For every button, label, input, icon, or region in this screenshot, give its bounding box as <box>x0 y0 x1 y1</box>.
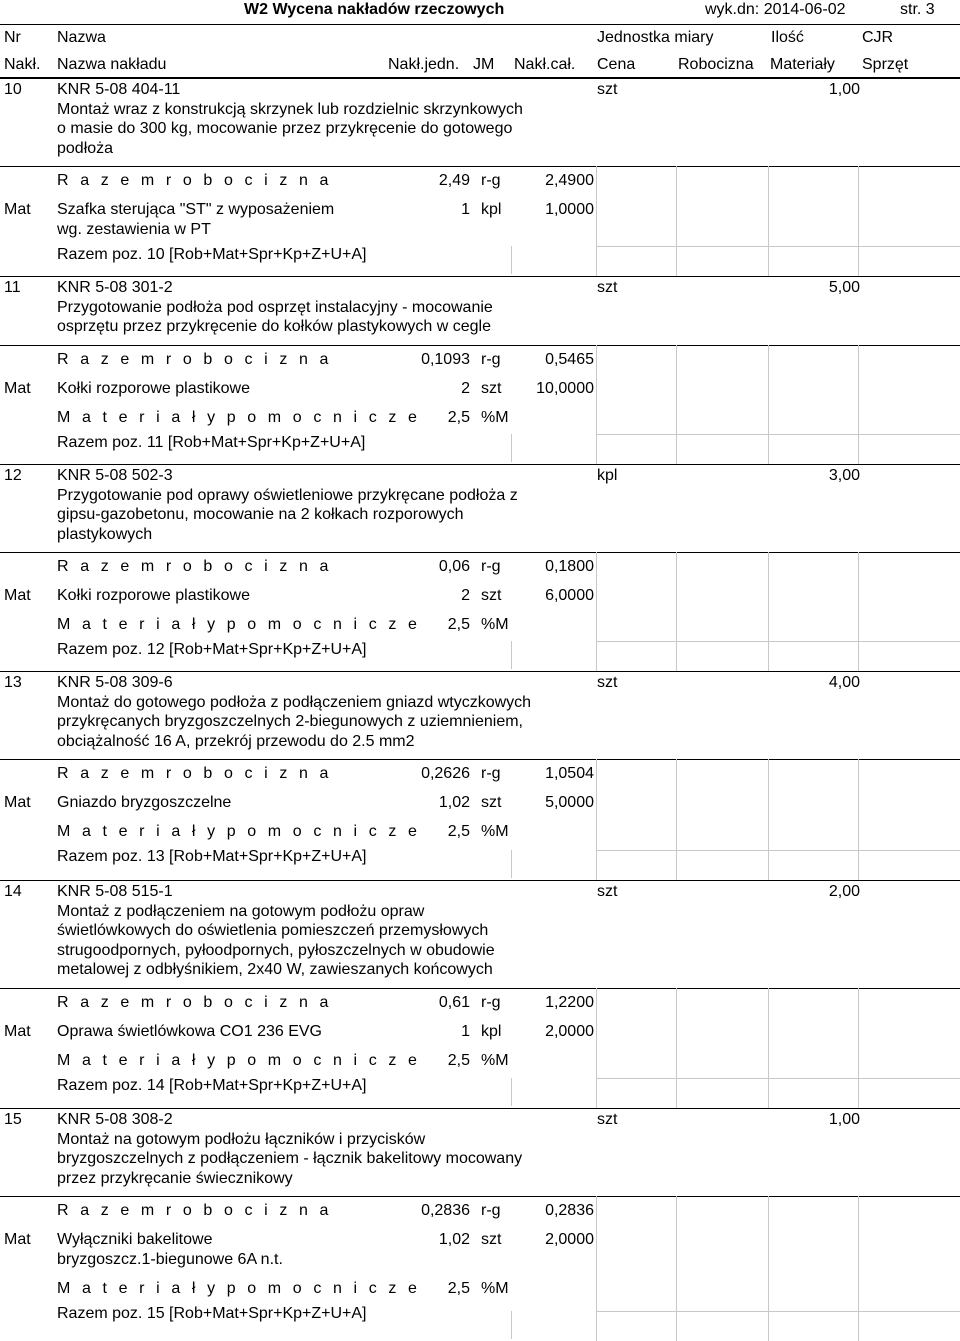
position-number: 13 <box>4 674 22 691</box>
grid-line <box>676 552 677 671</box>
col-header-nakl: Nakł. <box>4 56 41 73</box>
grid-line <box>768 166 769 276</box>
page-number: str. 3 <box>900 1 935 18</box>
labour-unit-norm: 0,06 <box>438 558 470 575</box>
col-header-nakl-jedn: Nakł.jedn. <box>388 56 460 73</box>
position-separator <box>0 276 960 277</box>
auxiliary-materials-rate: 2,5 <box>447 616 470 633</box>
material-total-norm: 2,0000 <box>545 1022 594 1040</box>
material-prefix: Mat <box>4 794 31 811</box>
grid-line <box>511 1311 512 1339</box>
position-unit: kpl <box>597 467 618 484</box>
material-name-line: Oprawa świetlówkowa CO1 236 EVG <box>57 1022 322 1040</box>
position-code: KNR 5-08 502-3 <box>57 467 173 484</box>
auxiliary-materials-label: M a t e r i a ł y p o m o c n i c z e <box>57 616 421 633</box>
labour-total-label: R a z e m r o b o c i z n a <box>57 765 333 782</box>
col-header-ilosc: Ilość <box>771 29 804 46</box>
position-total-label: Razem poz. 12 [Rob+Mat+Spr+Kp+Z+U+A] <box>57 641 367 658</box>
labour-row-rule <box>0 166 960 167</box>
grid-line <box>768 552 769 671</box>
auxiliary-materials-unit: %M <box>481 823 509 840</box>
material-unit: szt <box>481 587 502 604</box>
material-prefix: Mat <box>4 1231 31 1248</box>
grid-line <box>768 988 769 1109</box>
position-quantity: 3,00 <box>828 467 860 484</box>
material-name-line: bryzgoszcz.1-biegunowe 6A n.t. <box>57 1250 283 1268</box>
labour-total-label: R a z e m r o b o c i z n a <box>57 172 333 189</box>
grid-line <box>596 1196 597 1341</box>
position-separator <box>0 464 960 465</box>
grid-line <box>676 345 677 465</box>
position-description-line: Montaż do gotowego podłoża z podłączeniem gniazd wtyczkowych <box>57 693 532 711</box>
grid-line <box>511 1078 512 1106</box>
position-quantity: 1,00 <box>828 81 860 98</box>
position-separator <box>0 78 960 79</box>
labour-total-label: R a z e m r o b o c i z n a <box>57 350 333 368</box>
material-unit: kpl <box>481 1022 502 1040</box>
position-description-line: o masie do 300 kg, mocowanie przez przykręcenie do gotowego <box>57 120 513 137</box>
material-prefix: Mat <box>4 201 31 218</box>
material-total-norm: 2,0000 <box>545 1231 594 1248</box>
position-description-line: podłoża <box>57 139 114 157</box>
material-unit: szt <box>481 379 502 397</box>
auxiliary-materials-label: M a t e r i a ł y p o m o c n i c z e <box>57 1279 421 1297</box>
position-description-line: przykręcanych bryzgoszczelnych 2-biegunowych z uziemnieniem, <box>57 713 523 730</box>
material-unit: szt <box>481 1231 502 1248</box>
position-description-line: gipsu-gazobetonu, mocowanie na 2 kołkach rozporowych <box>57 506 464 523</box>
position-quantity: 4,00 <box>828 674 860 691</box>
labour-unit-norm: 0,2626 <box>421 765 470 782</box>
position-unit: szt <box>597 883 618 900</box>
material-name-line: Kołki rozporowe plastikowe <box>57 379 250 397</box>
labour-total-label: R a z e m r o b o c i z n a <box>57 1202 333 1219</box>
labour-row-rule <box>0 552 960 553</box>
labour-total-label: R a z e m r o b o c i z n a <box>57 993 333 1011</box>
material-prefix: Mat <box>4 587 31 604</box>
labour-unit-norm: 0,1093 <box>421 350 470 368</box>
position-description-line: Montaż z podłączeniem na gotowym podłożu opraw <box>57 902 425 920</box>
col-header-nr: Nr <box>4 29 21 46</box>
col-header-nazwa: Nazwa <box>57 29 106 46</box>
material-unit-norm: 1 <box>461 201 470 218</box>
material-unit-norm: 2 <box>461 379 470 397</box>
col-header-robocizna: Robocizna <box>678 56 754 73</box>
grid-line <box>596 345 597 465</box>
position-description-line: Przygotowanie pod oprawy oświetleniowe przykręcane podłoża z <box>57 486 518 504</box>
position-quantity: 2,00 <box>828 883 860 900</box>
labour-total-norm: 0,5465 <box>545 350 594 368</box>
auxiliary-materials-rate: 2,5 <box>447 1051 470 1069</box>
position-description-line: Montaż na gotowym podłożu łączników i przycisków <box>57 1130 426 1148</box>
material-prefix: Mat <box>4 1022 31 1040</box>
labour-unit: r-g <box>481 172 501 189</box>
material-total-norm: 1,0000 <box>545 201 594 218</box>
material-unit-norm: 2 <box>461 587 470 604</box>
labour-row-rule <box>0 759 960 760</box>
material-unit-norm: 1 <box>461 1022 470 1040</box>
auxiliary-materials-rate: 2,5 <box>447 408 470 426</box>
position-number: 10 <box>4 81 22 98</box>
col-header-cjr: CJR <box>862 29 894 46</box>
grid-line <box>858 759 859 880</box>
labour-total-norm: 0,2836 <box>545 1202 594 1219</box>
position-unit: szt <box>597 674 618 691</box>
position-code: KNR 5-08 301-2 <box>57 279 173 296</box>
grid-line <box>596 850 960 851</box>
position-quantity: 1,00 <box>828 1111 860 1128</box>
grid-line <box>858 988 859 1109</box>
labour-row-rule <box>0 988 960 989</box>
grid-line <box>596 641 960 642</box>
labour-row-rule <box>0 345 960 346</box>
grid-line <box>596 1078 960 1079</box>
position-total-label: Razem poz. 11 [Rob+Mat+Spr+Kp+Z+U+A] <box>57 433 366 451</box>
position-code: KNR 5-08 404-11 <box>57 81 181 98</box>
position-unit: szt <box>597 1111 618 1128</box>
position-total-label: Razem poz. 14 [Rob+Mat+Spr+Kp+Z+U+A] <box>57 1076 367 1094</box>
grid-line <box>596 434 960 435</box>
material-total-norm: 6,0000 <box>545 587 594 604</box>
material-unit-norm: 1,02 <box>438 794 470 811</box>
col-header-nazwa-nakladu: Nazwa nakładu <box>57 56 167 73</box>
grid-line <box>858 1196 859 1341</box>
auxiliary-materials-unit: %M <box>481 408 509 426</box>
grid-line <box>511 434 512 462</box>
position-description-line: strugoodpornych, pyłoodpornych, pyłoszczelnych w obudowie <box>57 941 495 959</box>
grid-line <box>596 552 597 671</box>
position-separator <box>0 671 960 672</box>
grid-line <box>596 246 960 247</box>
position-code: KNR 5-08 308-2 <box>57 1111 173 1128</box>
position-unit: szt <box>597 279 618 296</box>
position-description-line: bryzgoszczelnych z podłączeniem - łącznik bakelitowy mocowany <box>57 1150 523 1167</box>
labour-total-norm: 1,2200 <box>545 993 594 1011</box>
position-number: 15 <box>4 1111 22 1128</box>
grid-line <box>676 1196 677 1341</box>
position-description-line: obciążalność 16 A, przekrój przewodu do 2.5 mm2 <box>57 732 415 750</box>
material-unit-norm: 1,02 <box>438 1231 470 1248</box>
material-name-line: Gniazdo bryzgoszczelne <box>57 794 232 811</box>
position-description-line: Montaż wraz z konstrukcją skrzynek lub rozdzielnic skrzynkowych <box>57 100 523 118</box>
position-description-line: metalowej z odbłyśnikiem, 2x40 W, zawieszanych końcowych <box>57 961 493 978</box>
grid-line <box>858 345 859 465</box>
position-separator <box>0 880 960 881</box>
grid-line <box>596 166 597 276</box>
position-code: KNR 5-08 309-6 <box>57 674 173 691</box>
grid-line <box>858 552 859 671</box>
labour-total-norm: 1,0504 <box>545 765 594 782</box>
labour-unit-norm: 2,49 <box>438 172 470 189</box>
labour-unit: r-g <box>481 765 501 782</box>
col-header-materialy: Materiały <box>770 56 835 73</box>
auxiliary-materials-rate: 2,5 <box>447 1279 470 1297</box>
grid-line <box>768 759 769 880</box>
material-unit: kpl <box>481 201 502 218</box>
grid-line <box>858 166 859 276</box>
col-header-jm2: JM <box>473 56 495 73</box>
position-code: KNR 5-08 515-1 <box>57 883 173 900</box>
grid-line <box>676 759 677 880</box>
material-total-norm: 10,0000 <box>536 379 594 397</box>
grid-line <box>511 246 512 274</box>
position-number: 14 <box>4 883 22 900</box>
grid-line <box>596 1311 960 1312</box>
grid-line <box>511 641 512 669</box>
position-description-line: przez przykręcanie świecznikowy <box>57 1169 293 1187</box>
position-description-line: plastykowych <box>57 525 153 543</box>
position-quantity: 5,00 <box>828 279 860 296</box>
col-header-cena: Cena <box>597 56 636 73</box>
position-description-line: Przygotowanie podłoża pod osprzęt instalacyjny - mocowanie <box>57 298 493 316</box>
position-number: 11 <box>4 279 21 296</box>
position-unit: szt <box>597 81 618 98</box>
auxiliary-materials-unit: %M <box>481 1051 509 1069</box>
grid-line <box>768 345 769 465</box>
grid-line <box>511 850 512 878</box>
labour-unit: r-g <box>481 558 501 575</box>
material-unit: szt <box>481 794 502 811</box>
position-separator <box>0 1108 960 1109</box>
labour-unit: r-g <box>481 1202 501 1219</box>
auxiliary-materials-label: M a t e r i a ł y p o m o c n i c z e <box>57 408 421 426</box>
labour-total-norm: 2,4900 <box>545 172 594 189</box>
labour-total-norm: 0,1800 <box>545 558 594 575</box>
material-name-line: Wyłączniki bakelitowe <box>57 1231 213 1248</box>
col-header-nakl-cal: Nakł.cał. <box>514 56 576 73</box>
position-number: 12 <box>4 467 22 484</box>
material-total-norm: 5,0000 <box>545 794 594 811</box>
auxiliary-materials-label: M a t e r i a ł y p o m o c n i c z e <box>57 823 421 840</box>
material-prefix: Mat <box>4 379 31 397</box>
col-header-jm: Jednostka miary <box>597 29 714 46</box>
labour-row-rule <box>0 1196 960 1197</box>
position-total-label: Razem poz. 13 [Rob+Mat+Spr+Kp+Z+U+A] <box>57 848 367 865</box>
grid-line <box>676 166 677 276</box>
position-description-line: świetlówkowych do oświetlenia pomieszczeń przemysłowych <box>57 922 489 939</box>
material-name-line: Kołki rozporowe plastikowe <box>57 587 250 604</box>
material-name-line: wg. zestawienia w PT <box>57 220 211 238</box>
position-description-line: osprzętu przez przykręcenie do kołków plastykowych w cegle <box>57 318 491 335</box>
grid-line <box>676 988 677 1109</box>
position-total-label: Razem poz. 10 [Rob+Mat+Spr+Kp+Z+U+A] <box>57 245 367 263</box>
grid-line <box>768 1196 769 1341</box>
auxiliary-materials-label: M a t e r i a ł y p o m o c n i c z e <box>57 1051 421 1069</box>
labour-unit-norm: 0,61 <box>438 993 470 1011</box>
auxiliary-materials-rate: 2,5 <box>447 823 470 840</box>
col-header-sprzet: Sprzęt <box>862 56 909 73</box>
auxiliary-materials-unit: %M <box>481 1279 509 1297</box>
grid-line <box>596 988 597 1109</box>
header-top-rule <box>0 24 960 25</box>
labour-total-label: R a z e m r o b o c i z n a <box>57 558 333 575</box>
material-name-line: Szafka sterująca "ST" z wyposażeniem <box>57 201 335 218</box>
labour-unit: r-g <box>481 350 501 368</box>
grid-line <box>596 759 597 880</box>
labour-unit: r-g <box>481 993 501 1011</box>
auxiliary-materials-unit: %M <box>481 616 509 633</box>
position-total-label: Razem poz. 15 [Rob+Mat+Spr+Kp+Z+U+A] <box>57 1304 367 1322</box>
report-date: wyk.dn: 2014-06-02 <box>705 1 846 18</box>
report-title: W2 Wycena nakładów rzeczowych <box>244 1 505 18</box>
labour-unit-norm: 0,2836 <box>421 1202 470 1219</box>
